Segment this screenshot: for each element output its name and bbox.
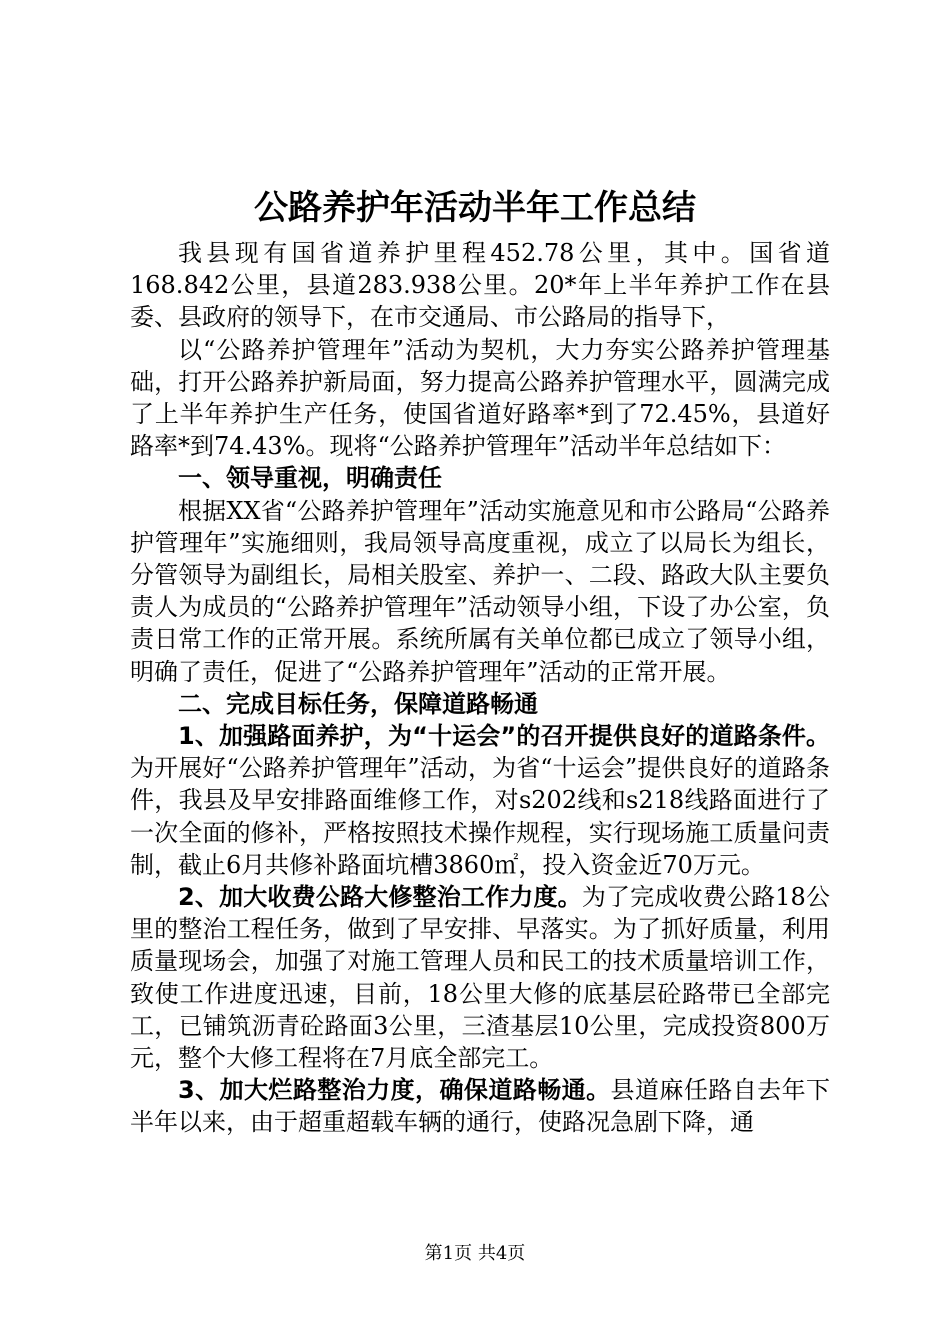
- paragraph-leadership: 根据XX省“公路养护管理年”活动实施意见和市公路局“公路养护管理年”实施细则，我局领导高度重视，成立了以局长为组长，分管领导为副组长，局相关股室、养护一、二段、路政大队主要负责人为成员的“公路养护管理年”活动领导小组，下设了办公室，负责日常工作的正常开展。系统所属有关单位都已成立了领导小组，明确了责任，促进了“公路养护管理年”活动的正常开展。: [130, 496, 830, 686]
- document-body: [130, 237, 830, 1139]
- paragraph-item-1: [130, 720, 830, 881]
- document-title: 公路养护年活动半年工作总结: [254, 188, 696, 228]
- paragraph-item-2: [130, 881, 830, 1074]
- item-1-lead: 1、加强路面养护，为“十运会”的召开提供良好的道路条件。: [178, 722, 830, 751]
- item-2-lead: 2、加大收费公路大修整治工作力度。: [178, 883, 582, 912]
- paragraph-item-3: [130, 1074, 830, 1138]
- section-heading-1: 一、领导重视，明确责任: [178, 464, 442, 493]
- page-footer: 第1页 共4页: [424, 1243, 526, 1264]
- item-3-text: 县道麻任路自去年下半年以来，由于超重超载车辆的通行，使路况急剧下降，通: [130, 1076, 831, 1137]
- paragraph-summary: 以“公路养护管理年”活动为契机，大力夯实公路养护管理基础，打开公路养护新局面，努力提高公路养护管理水平，圆满完成了上半年养护生产任务，使国省道好路率*到了72.45%，县道好路率*到74.43%。现将“公路养护管理年”活动半年总结如下：: [130, 335, 830, 461]
- item-2-text: 为了完成收费公路18公里的整治工程任务，做到了早安排、早落实。为了抓好质量，利用质量现场会，加强了对施工管理人员和民工的技术质量培训工作，致使工作进度迅速，目前，18公里大修的底基层砼路带已全部完工，已铺筑沥青砼路面3公里，三渣基层10公里，完成投资800万元，整个大修工程将在7月底全部完工。: [130, 883, 830, 1073]
- paragraph-intro: 我县现有国省道养护里程452.78公里，其中。国省道168.842公里，县道283.938公里。20*年上半年养护工作在县委、县政府的领导下，在市交通局、市公路局的指导下，: [130, 239, 830, 332]
- section-heading-2: 二、完成目标任务，保障道路畅通: [178, 689, 538, 718]
- item-1-text: 为开展好“公路养护管理年”活动，为省“十运会”提供良好的道路条件，我县及早安排路面维修工作，对s202线和s218线路面进行了一次全面的修补，严格按照技术操作规程，实行现场施工质量问责制，截止6月共修补路面坑槽3860㎡，投入资金近70万元。: [130, 754, 830, 879]
- item-3-lead: 3、加大烂路整治力度，确保道路畅通。: [178, 1076, 611, 1105]
